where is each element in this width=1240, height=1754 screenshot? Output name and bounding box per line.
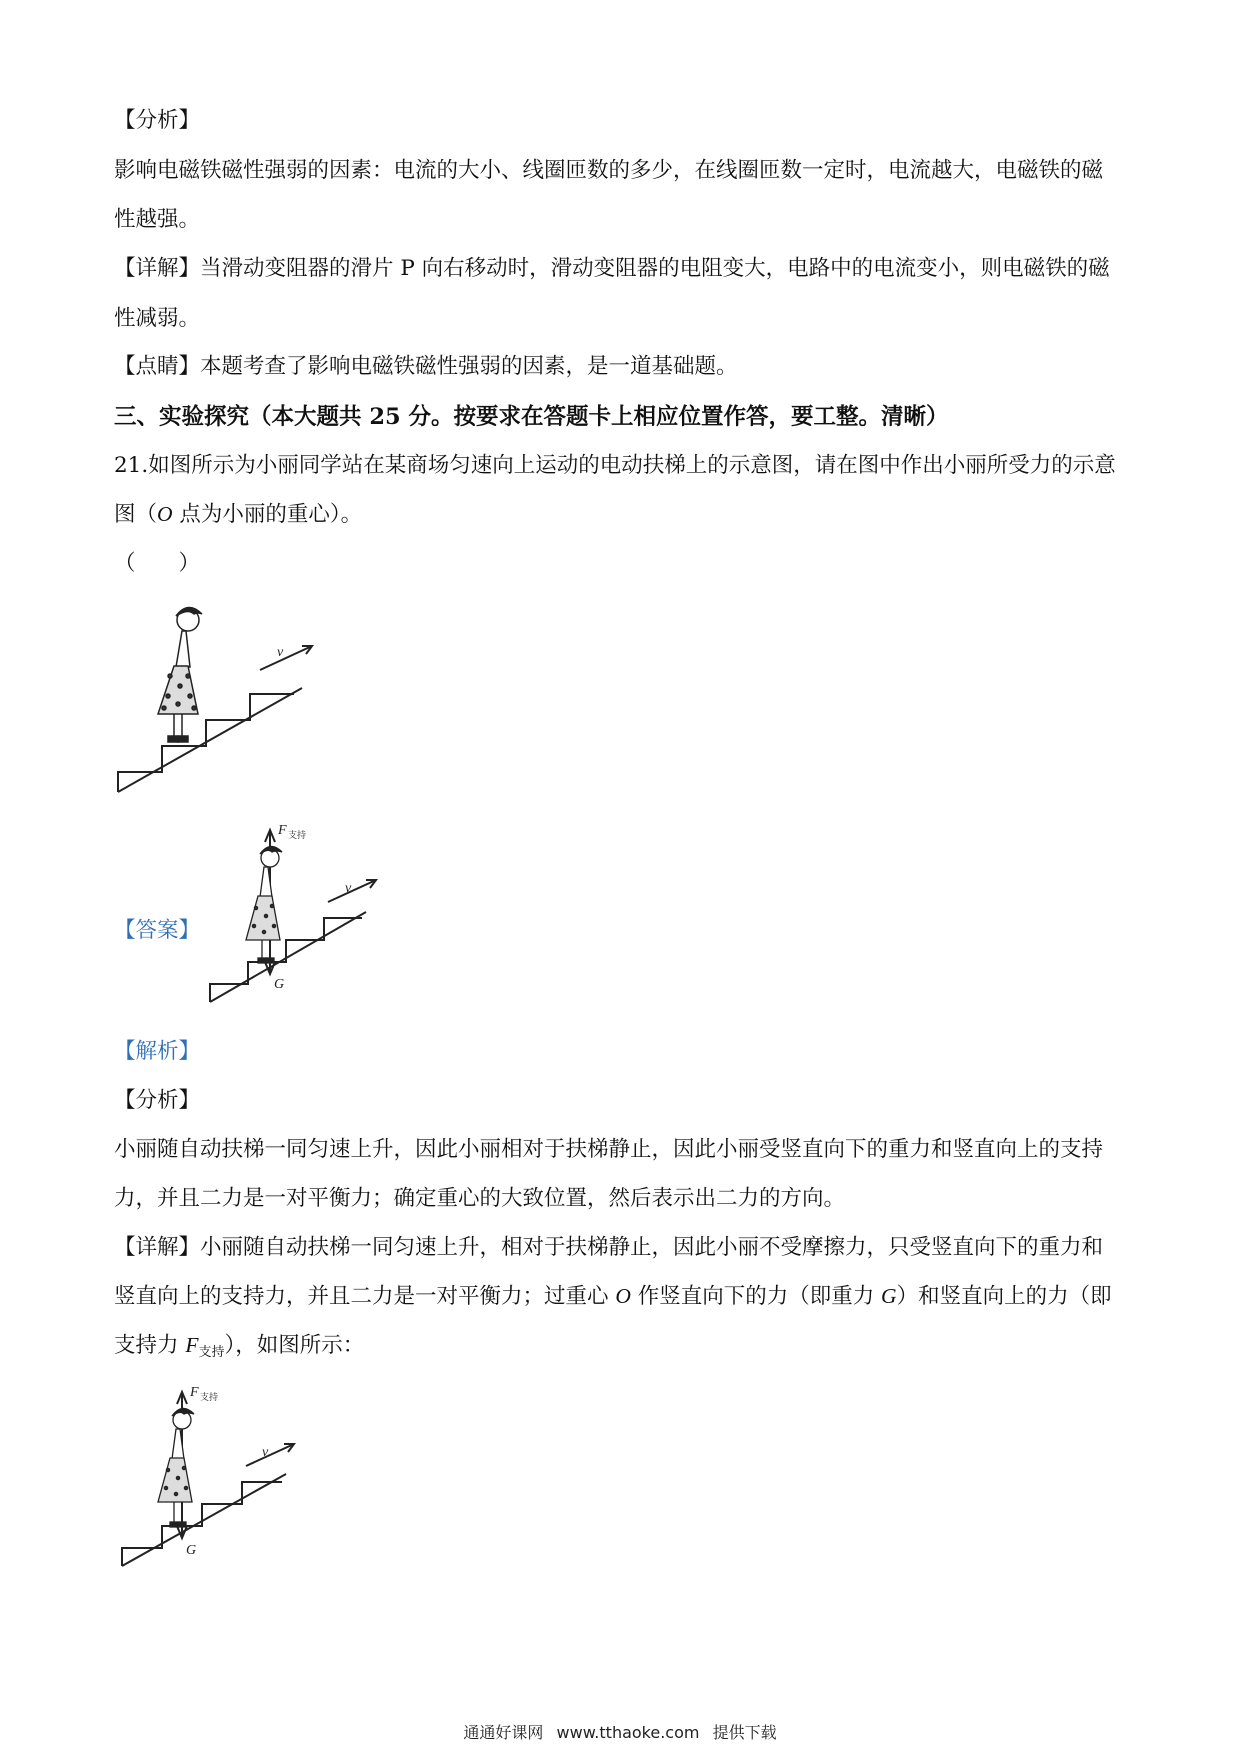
comment-label: 【点睛】 (114, 354, 201, 379)
analysis-text-2-cont: 力，并且二力是一对平衡力；确定重心的大致位置，然后表示出二力的方向。 (114, 1186, 846, 1211)
svg-text:v: v (277, 645, 284, 660)
question-21-text: 21.如图所示为小丽同学站在某商场匀速向上运动的电动扶梯上的示意图，请在图中作出小丽所受力的示意 (114, 453, 1116, 478)
detail-label-2: 【详解】 (114, 1235, 201, 1260)
analysis-text-cont: 性越强。 (114, 207, 201, 232)
analysis-label-2: 【分析】 (114, 1088, 201, 1113)
svg-text:v: v (262, 1445, 269, 1460)
svg-text:v: v (345, 881, 352, 896)
svg-text:支持: 支持 (200, 1393, 219, 1403)
footer-tagline: 提供下载 (712, 1723, 777, 1742)
detail-text-2: 小丽随自动扶梯一同匀速上升，相对于扶梯静止，因此小丽不受摩擦力，只受竖直向下的重力和 (200, 1235, 1104, 1260)
detail-text-cont: 性减弱。 (114, 306, 201, 331)
detail-block-2 (114, 1223, 1130, 1272)
detail-text-2-cont2: 支持力 $F_{支持}$），如图所示： (114, 1333, 365, 1360)
comment-block (114, 342, 1130, 391)
section-heading: 三、实验探究（本大题共 25 分。按要求在答题卡上相应位置作答，要工整。清晰） (114, 404, 949, 430)
page-footer (0, 1720, 1240, 1743)
svg-text:支持: 支持 (288, 831, 307, 841)
answer-blank: （ ） (114, 551, 201, 576)
svg-text:F: F (278, 823, 287, 838)
footer-site-name: 通通好课网 (463, 1723, 544, 1742)
analysis-label: 【分析】 (114, 108, 201, 133)
analysis-text: 影响电磁铁磁性强弱的因素：电流的大小、线圈匝数的多少，在线圈匝数一定时，电流越大，电磁铁的磁 (114, 158, 1104, 183)
svg-text:G: G (186, 1543, 197, 1558)
detail-block-1 (114, 244, 1130, 293)
comment-text: 本题考查了影响电磁铁磁性强弱的因素，是一道基础题。 (200, 354, 738, 379)
question-21-text-cont: 图（O 点为小丽的重心）。 (114, 502, 363, 527)
explanation-label: 【解析】 (114, 1039, 201, 1064)
answer-label: 【答案】 (114, 918, 201, 943)
answer-figure (200, 812, 390, 1012)
girl-figure (158, 607, 202, 742)
detail-text-2-cont: 竖直向上的支持力，并且二力是一对平衡力；过重心 O 作竖直向下的力（即重力 G）和竖直向上的力（即 (114, 1284, 1112, 1309)
svg-text:G: G (274, 977, 285, 992)
analysis-block-1 (114, 96, 1130, 145)
analysis-text-2: 小丽随自动扶梯一同匀速上升，因此小丽相对于扶梯静止，因此小丽受竖直向下的重力和竖直向上的支持 (114, 1137, 1104, 1162)
point-o-symbol: O (157, 502, 173, 526)
detail-text: 当滑动变阻器的滑片 P 向右移动时，滑动变阻器的电阻变大，电路中的电流变小，则电磁铁的磁 (200, 256, 1110, 281)
footer-url[interactable]: www.tthaoke.com (556, 1723, 700, 1742)
question-figure (112, 596, 322, 806)
detail-label: 【详解】 (114, 256, 201, 281)
svg-text:F: F (190, 1385, 199, 1400)
solution-figure (116, 1376, 306, 1576)
